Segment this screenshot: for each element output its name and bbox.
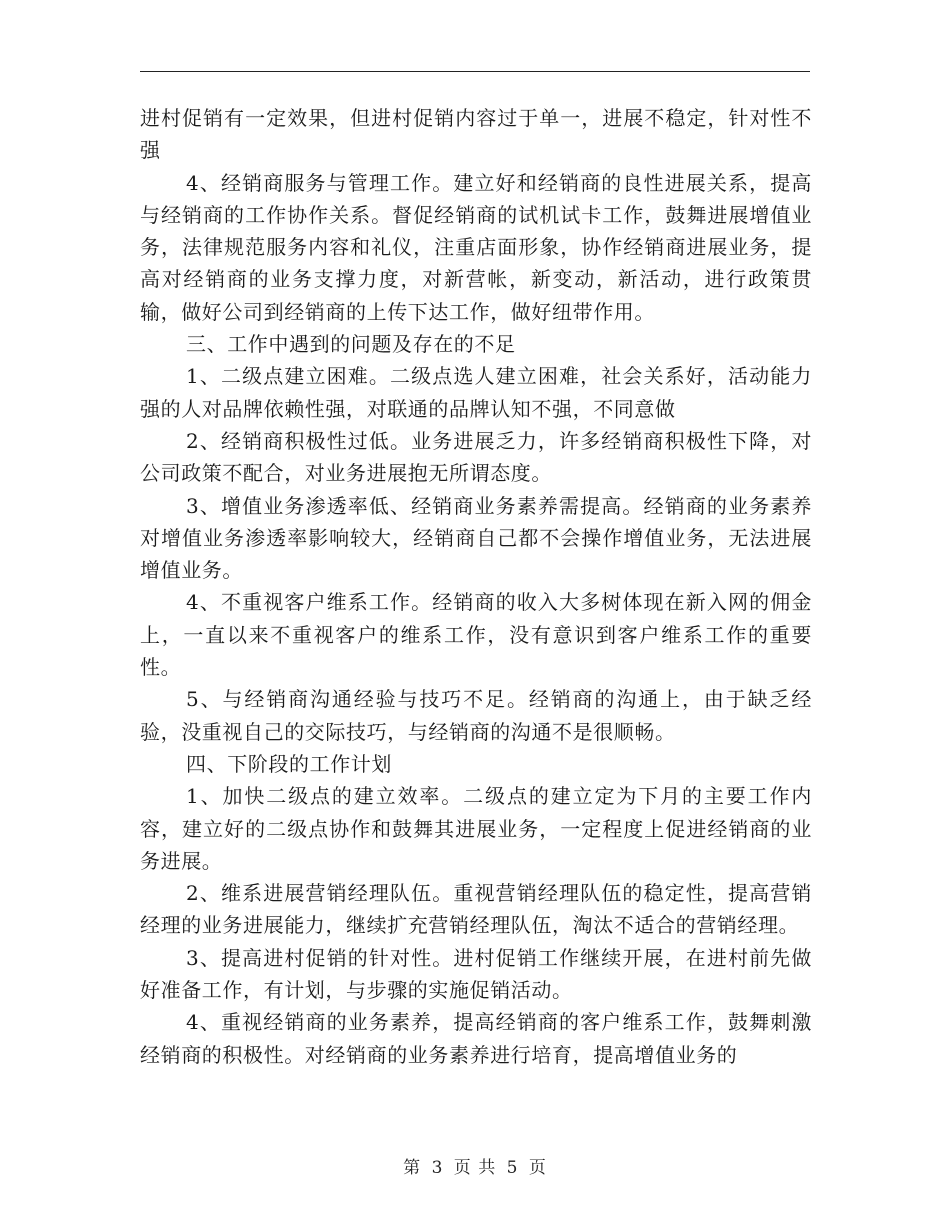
- section-heading-plan: 四、下阶段的工作计划: [186, 751, 392, 776]
- footer-total-pages: 5: [506, 1158, 519, 1178]
- paragraph-plan-4: 4、重视经销商的业务素养，提高经销商的客户维系工作，鼓舞刺激经销商的积极性。对经销商的业务素养进行培育，提高增值业务的: [140, 1010, 812, 1067]
- paragraph-continuation: 进村促销有一定效果，但进村促销内容过于单一，进展不稳定，针对性不强: [140, 106, 812, 163]
- section-heading-problems: 三、工作中遇到的问题及存在的不足: [186, 332, 516, 357]
- paragraph-problem-3: 3、增值业务渗透率低、经销商业务素养需提高。经销商的业务素养对增值业务渗透率影响较大，经销商自己都不会操作增值业务，无法进展增值业务。: [140, 493, 812, 583]
- header-rule: [140, 71, 810, 72]
- page-footer: [0, 1153, 950, 1178]
- paragraph-problem-1: 1、二级点建立困难。二级点选人建立困难，社会关系好，活动能力强的人对品牌依赖性强，对联通的品牌认知不强，不同意做: [140, 364, 812, 421]
- paragraph-problem-4: 4、不重视客户维系工作。经销商的收入大多树体现在新入网的佣金上，一直以来不重视客户的维系工作，没有意识到客户维系工作的重要性。: [140, 590, 812, 680]
- paragraph-dealer-service: 4、经销商服务与管理工作。建立好和经销商的良性进展关系，提高与经销商的工作协作关系。督促经销商的试机试卡工作，鼓舞进展增值业务，法律规范服务内容和礼仪，注重店面形象，协作经销商进展业务，提高对经销商的业务支撑力度，对新营帐，新变动，新活动，进行政策贯输，做好公司到经销商的上传下达工作，做好纽带作用。: [140, 170, 812, 324]
- footer-middle: 页 共: [453, 1158, 497, 1178]
- paragraph-plan-2: 2、维系进展营销经理队伍。重视营销经理队伍的稳定性，提高营销经理的业务进展能力，继续扩充营销经理队伍，淘汰不适合的营销经理。: [140, 881, 812, 938]
- paragraph-problem-2: 2、经销商积极性过低。业务进展乏力，许多经销商积极性下降，对公司政策不配合，对业务进展抱无所谓态度。: [140, 428, 812, 486]
- footer-suffix: 页: [528, 1158, 547, 1178]
- footer-current-page: 3: [431, 1158, 444, 1178]
- paragraph-plan-1: 1、加快二级点的建立效率。二级点的建立定为下月的主要工作内容，建立好的二级点协作和鼓舞其进展业务，一定程度上促进经销商的业务进展。: [140, 784, 812, 873]
- paragraph-plan-3: 3、提高进村促销的针对性。进村促销工作继续开展，在进村前先做好准备工作，有计划，与步骤的实施促销活动。: [140, 945, 812, 1003]
- paragraph-problem-5: 5、与经销商沟通经验与技巧不足。经销商的沟通上，由于缺乏经验，没重视自己的交际技巧，与经销商的沟通不是很顺畅。: [140, 687, 812, 744]
- footer-prefix: 第: [403, 1158, 422, 1178]
- document-body: [140, 102, 812, 1071]
